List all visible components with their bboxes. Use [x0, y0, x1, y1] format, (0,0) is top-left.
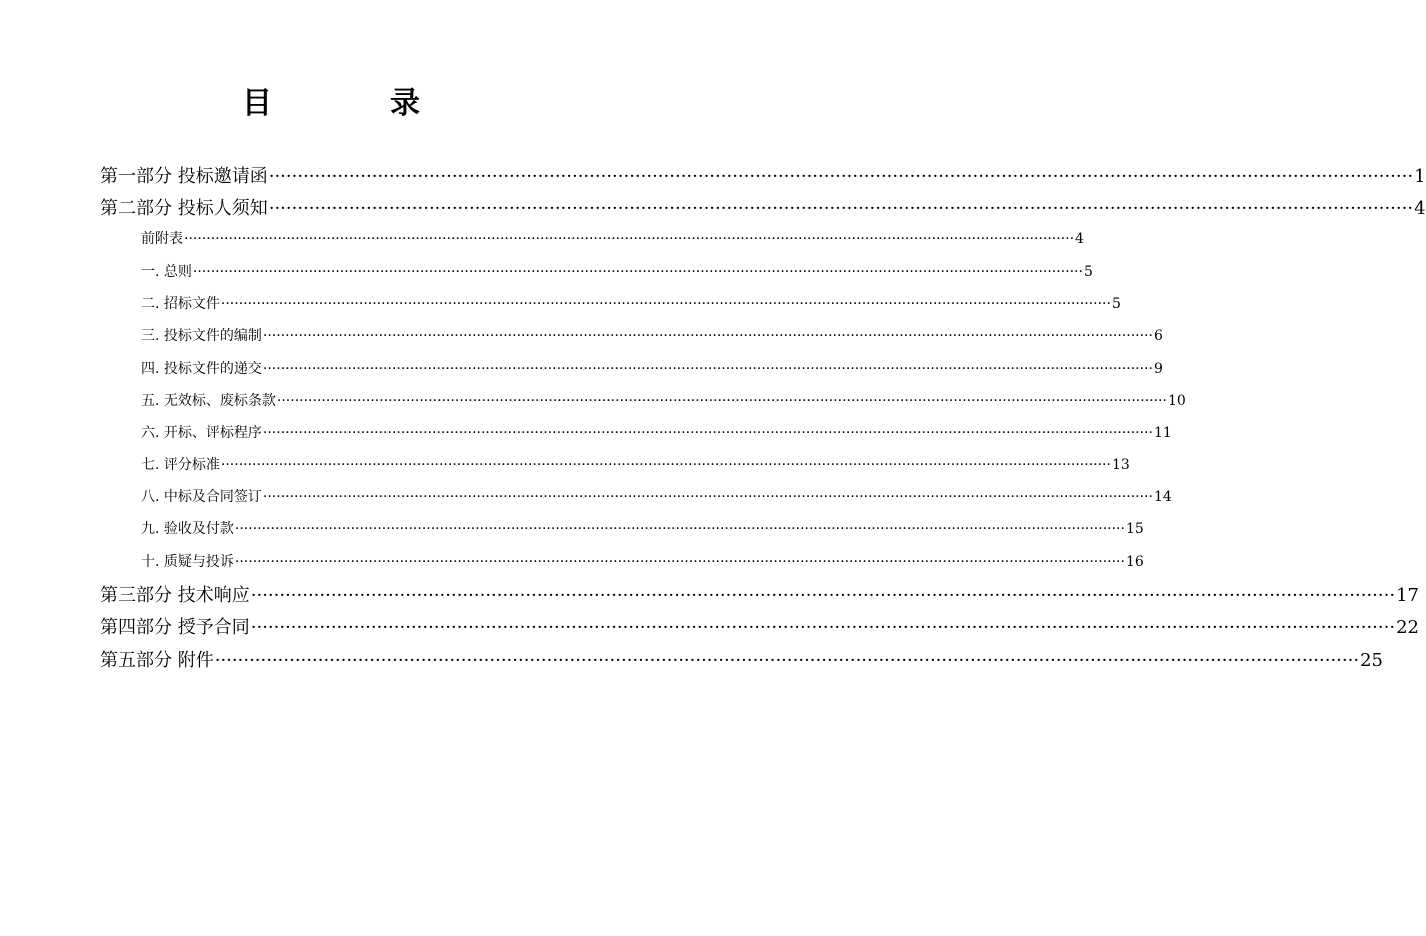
dot-leader: ········································································································································································································ — [262, 489, 1153, 505]
dot-leader: ········································································································································································································ — [234, 554, 1125, 570]
toc-entry[interactable] — [141, 423, 1172, 443]
toc-entry-label: 第三部分 技术响应 — [100, 585, 250, 606]
toc-entry-label: 七. 评分标准 — [141, 457, 220, 473]
toc-entry-page-number: 13 — [1111, 457, 1130, 473]
toc-entry-label: 九. 验收及付款 — [141, 521, 234, 537]
toc-entry-label: 六. 开标、评标程序 — [141, 425, 262, 441]
toc-entry-label: 一. 总则 — [141, 264, 192, 280]
toc-entry[interactable] — [141, 487, 1172, 507]
toc-entry-label: 四. 投标文件的递交 — [141, 361, 262, 377]
toc-entry-page-number: 25 — [1360, 650, 1383, 671]
toc-entry[interactable] — [100, 649, 1383, 673]
toc-entry-label: 第五部分 附件 — [100, 650, 214, 671]
toc-entry-label: 第二部分 投标人须知 — [100, 198, 268, 219]
toc-entry[interactable] — [141, 552, 1144, 572]
toc-entry-label: 十. 质疑与投诉 — [141, 554, 234, 570]
toc-entry-label: 前附表 — [141, 231, 183, 247]
dot-leader: ········································································································································································································ — [268, 166, 1414, 187]
dot-leader: ········································································································································································································ — [262, 328, 1153, 344]
toc-entry[interactable] — [141, 391, 1186, 411]
toc-entry-page-number: 16 — [1125, 554, 1144, 570]
toc-title: 目 录 — [242, 86, 464, 121]
toc-entry-label: 三. 投标文件的编制 — [141, 328, 262, 344]
dot-leader: ········································································································································································································ — [268, 198, 1414, 219]
toc-entry[interactable] — [141, 294, 1121, 314]
dot-leader: ········································································································································································································ — [184, 231, 1075, 247]
toc-entry-page-number: 10 — [1167, 393, 1186, 409]
toc-entry-label: 八. 中标及合同签订 — [141, 489, 262, 505]
toc-entry[interactable] — [141, 359, 1163, 379]
toc-entry-page-number: 17 — [1396, 585, 1419, 606]
toc-entry-page-number: 1 — [1414, 166, 1426, 187]
dot-leader: ········································································································································································································ — [262, 425, 1153, 441]
dot-leader: ········································································································································································································ — [220, 296, 1111, 312]
dot-leader: ········································································································································································································ — [276, 393, 1167, 409]
toc-entry-page-number: 4 — [1075, 231, 1084, 247]
dot-leader: ········································································································································································································ — [250, 617, 1396, 638]
toc-entry-page-number: 11 — [1153, 425, 1172, 441]
toc-entry-label: 五. 无效标、废标条款 — [141, 393, 276, 409]
toc-entry[interactable] — [141, 455, 1130, 475]
toc-entry[interactable] — [100, 197, 1426, 221]
toc-entry[interactable] — [141, 326, 1163, 346]
toc-entry[interactable] — [100, 616, 1419, 640]
toc-entry-label: 第四部分 授予合同 — [100, 617, 250, 638]
toc-entry[interactable] — [141, 262, 1093, 282]
toc-entry-page-number: 5 — [1083, 264, 1093, 280]
toc-entry-page-number: 4 — [1414, 198, 1426, 219]
dot-leader: ········································································································································································································ — [214, 650, 1360, 671]
toc-entry-page-number: 22 — [1396, 617, 1419, 638]
dot-leader: ········································································································································································································ — [250, 585, 1396, 606]
dot-leader: ········································································································································································································ — [262, 361, 1153, 377]
toc-entry[interactable] — [100, 165, 1426, 189]
dot-leader: ········································································································································································································ — [220, 457, 1111, 473]
toc-entry[interactable] — [100, 584, 1419, 608]
toc-entry-page-number: 5 — [1111, 296, 1121, 312]
toc-entry[interactable] — [141, 519, 1144, 539]
toc-entry[interactable] — [141, 229, 1084, 249]
toc-entry-page-number: 14 — [1153, 489, 1172, 505]
toc-entry-page-number: 9 — [1153, 361, 1163, 377]
toc-entry-page-number: 6 — [1153, 328, 1163, 344]
dot-leader: ········································································································································································································ — [234, 521, 1125, 537]
dot-leader: ········································································································································································································ — [192, 264, 1083, 280]
toc-entry-label: 二. 招标文件 — [141, 296, 220, 312]
toc-entry-label: 第一部分 投标邀请函 — [100, 166, 268, 187]
toc-entry-page-number: 15 — [1125, 521, 1144, 537]
